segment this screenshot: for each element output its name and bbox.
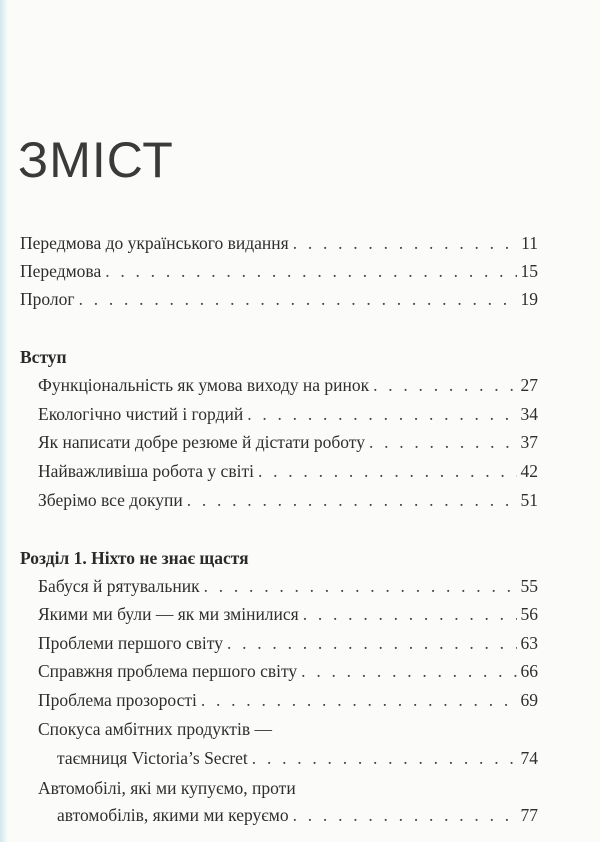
dot-leader	[105, 260, 516, 282]
entry-page: 11	[521, 233, 538, 253]
dot-leader	[187, 489, 517, 511]
entry-label: Екологічно чистий і гордий	[38, 404, 244, 424]
toc-entry[interactable]	[38, 603, 538, 625]
toc-entry[interactable]	[38, 489, 538, 511]
toc-entry[interactable]	[20, 288, 538, 310]
entry-label: Функціональність як умова виходу на ринок	[38, 375, 370, 395]
entry-label: Автомобілі, які ми купуємо, проти	[38, 778, 296, 798]
entry-label: автомобілів, якими ми керуємо	[57, 805, 289, 825]
entry-label: Як написати добре резюме й дістати роботу	[38, 432, 365, 452]
entry-label: Зберімо все докупи	[38, 490, 183, 510]
entry-page: 15	[520, 261, 538, 281]
toc-entry[interactable]	[38, 431, 538, 453]
toc-entry[interactable]	[20, 232, 538, 254]
dot-leader	[293, 804, 517, 826]
toc-entry[interactable]	[38, 632, 538, 654]
dot-leader	[247, 403, 516, 425]
dot-leader	[227, 632, 517, 654]
entry-page: 55	[520, 576, 538, 596]
entry-page: 19	[520, 289, 538, 309]
toc-entry-line2[interactable]	[57, 804, 538, 826]
toc-entry[interactable]	[38, 689, 538, 711]
dot-leader	[79, 288, 517, 310]
toc-entry-line2[interactable]	[57, 747, 538, 769]
entry-page: 27	[520, 375, 538, 395]
entry-page: 51	[520, 490, 538, 510]
entry-page: 63	[520, 633, 538, 653]
page-title: ЗМІСТ	[18, 132, 174, 188]
entry-label: Пролог	[20, 289, 75, 309]
entry-label: Проблеми першого світу	[38, 633, 223, 653]
toc-entry[interactable]	[38, 660, 538, 682]
entry-label: Справжня проблема першого світу	[38, 661, 298, 681]
entry-label: Передмова	[20, 261, 102, 281]
entry-page: 56	[520, 604, 538, 624]
section-heading: Розділ 1. Ніхто не знає щастя	[20, 548, 249, 568]
entry-page: 69	[520, 690, 538, 710]
dot-leader	[252, 747, 517, 769]
toc-entry[interactable]	[20, 260, 538, 282]
entry-label: Найважливіша робота у світі	[38, 461, 254, 481]
toc-entry[interactable]	[38, 460, 538, 482]
entry-label: таємниця Victoria’s Secret	[57, 748, 248, 768]
toc-entry-line1[interactable]	[38, 777, 538, 799]
section-heading: Вступ	[20, 347, 67, 367]
entry-label: Якими ми були — як ми змінилися	[38, 604, 299, 624]
dot-leader	[293, 232, 517, 254]
entry-label: Бабуся й рятувальник	[38, 576, 200, 596]
entry-page: 37	[520, 432, 538, 452]
dot-leader	[303, 603, 517, 625]
entry-label: Проблема прозорості	[38, 690, 197, 710]
dot-leader	[204, 575, 517, 597]
entry-page: 66	[520, 661, 538, 681]
entry-page: 34	[520, 404, 538, 424]
dot-leader	[301, 660, 516, 682]
dot-leader	[373, 374, 516, 396]
toc-entry[interactable]	[38, 575, 538, 597]
page-edge	[0, 0, 8, 842]
dot-leader	[258, 460, 517, 482]
entry-page: 77	[520, 805, 538, 825]
entry-label: Передмова до українського видання	[20, 233, 289, 253]
dot-leader	[201, 689, 517, 711]
entry-page: 74	[520, 748, 538, 768]
entry-page: 42	[520, 461, 538, 481]
entry-label: Спокуса амбітних продуктів —	[38, 719, 272, 739]
toc-entry-line1[interactable]	[38, 718, 538, 740]
toc-entry[interactable]	[38, 403, 538, 425]
toc-entry[interactable]	[38, 374, 538, 396]
dot-leader	[369, 431, 517, 453]
